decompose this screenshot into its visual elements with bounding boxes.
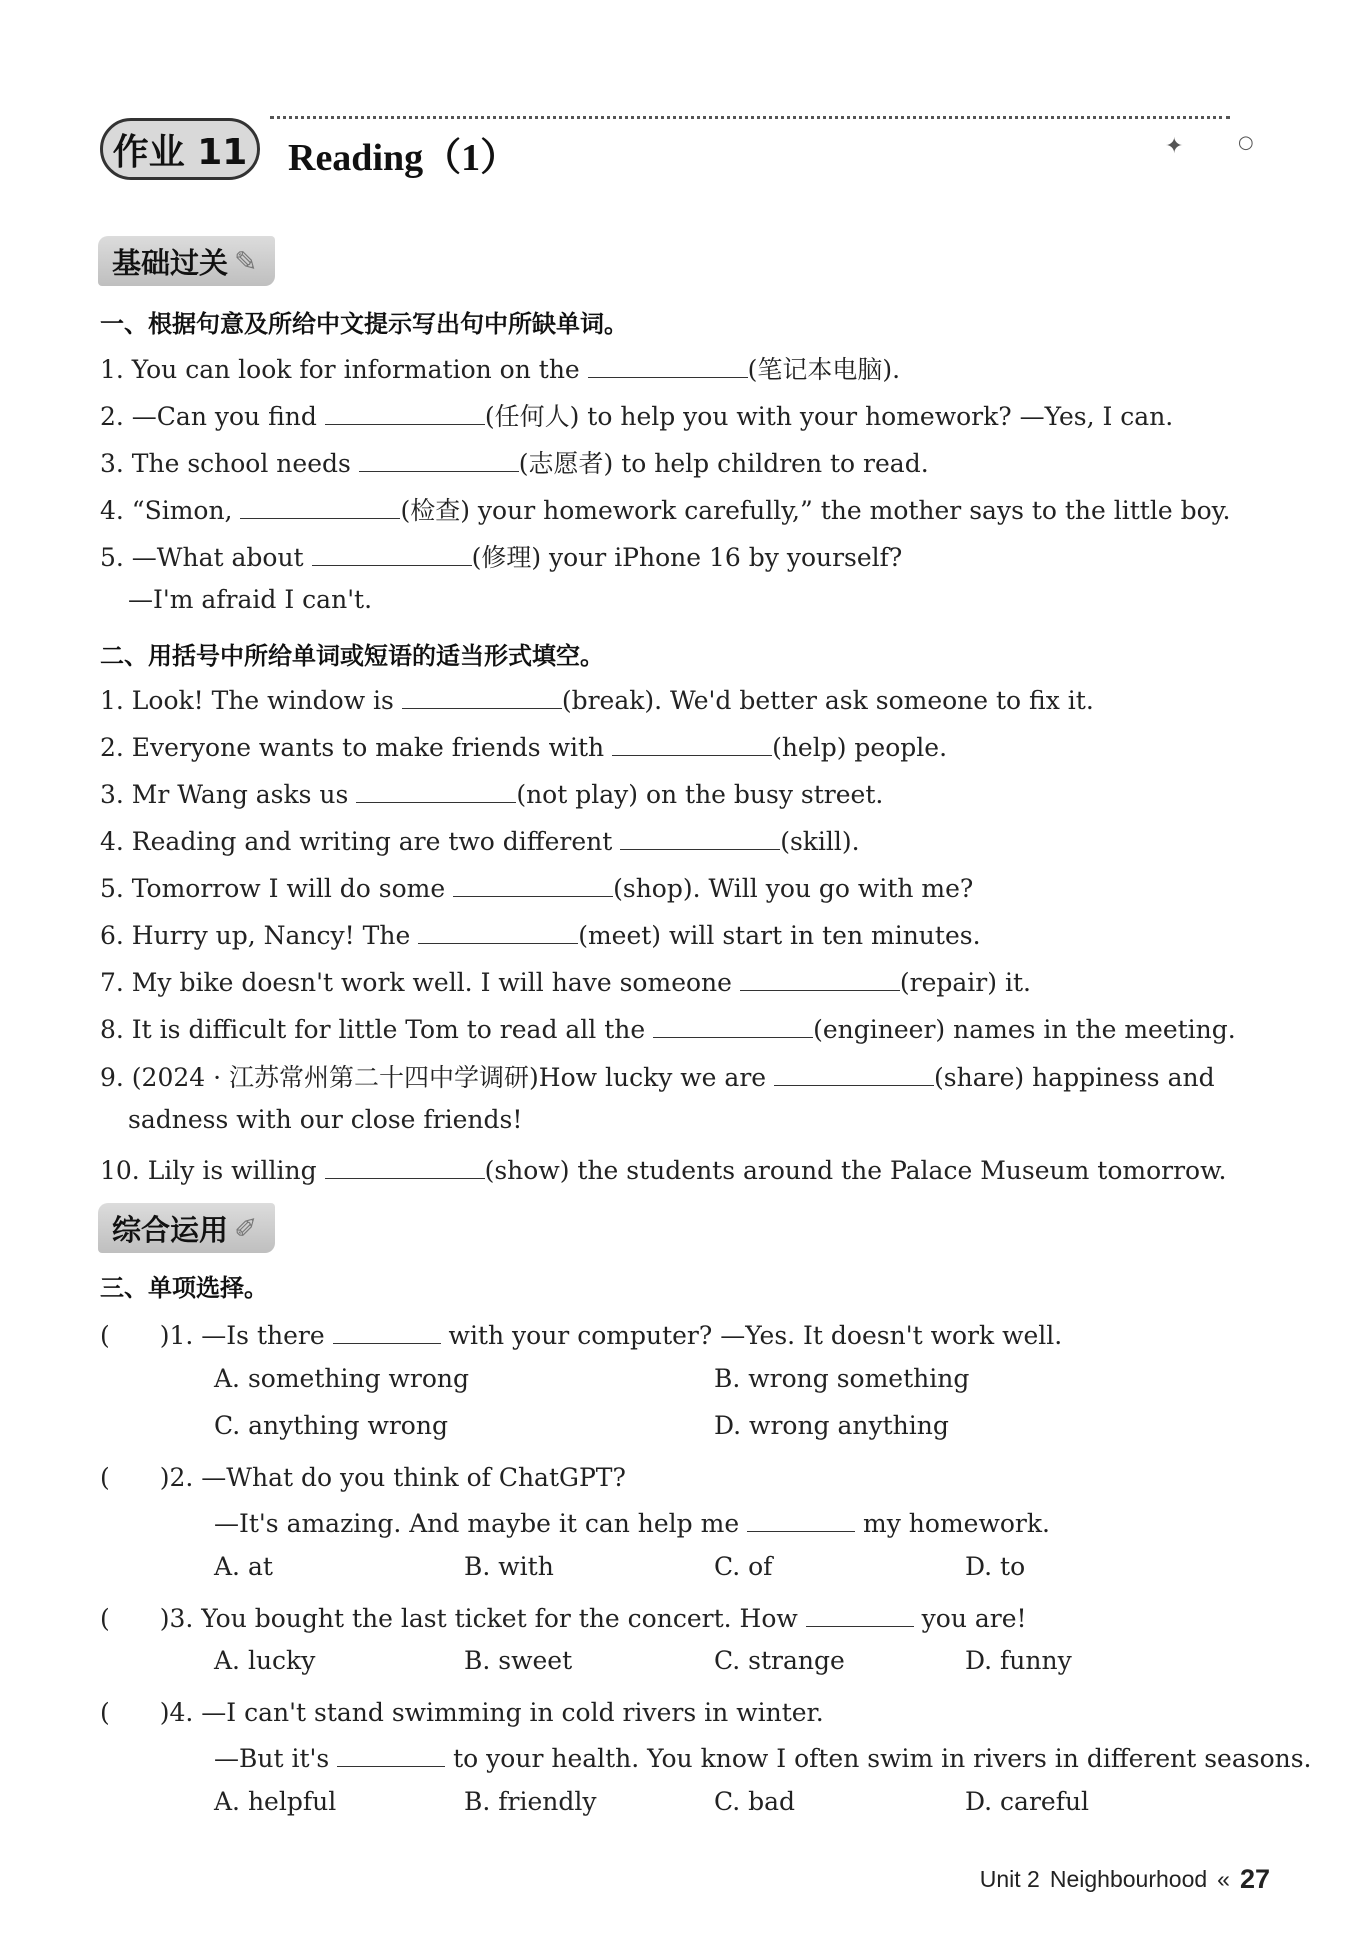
part2-item-1 (100, 682, 1094, 715)
option-b[interactable]: B. wrong something (714, 1364, 970, 1393)
part2-item-9 (100, 1058, 1215, 1094)
part2-item-5 (100, 870, 973, 903)
part1-heading: 一、根据句意及所给中文提示写出句中所缺单词。 (100, 310, 628, 338)
part1-item-4 (100, 491, 1230, 527)
item-text: 3. The school needs (100, 449, 359, 478)
part2-item-8 (100, 1011, 1236, 1044)
option-a[interactable]: A. at (214, 1552, 273, 1581)
answer-blank[interactable] (325, 1152, 485, 1179)
answer-blank[interactable] (325, 398, 485, 425)
footer-unit: Unit 2 (979, 1866, 1040, 1892)
part1-item-5 (100, 538, 902, 574)
part2-item-3 (100, 776, 883, 809)
answer-blank[interactable] (588, 351, 748, 378)
question-text: ( )2. —What do you think of ChatGPT? (100, 1463, 626, 1492)
answer-blank[interactable] (333, 1317, 441, 1344)
part1-item-3 (100, 444, 929, 480)
answer-blank[interactable] (337, 1740, 445, 1767)
question-text: my homework. (855, 1509, 1050, 1538)
section-tag-basic (98, 236, 275, 286)
option-a[interactable]: A. lucky (214, 1646, 316, 1675)
page-title: Reading（1） (288, 137, 519, 179)
item-text: 4. Reading and writing are two different (100, 827, 621, 856)
answer-blank[interactable] (806, 1600, 914, 1627)
option-b[interactable]: B. with (464, 1552, 554, 1581)
mc-question-2 (100, 1458, 626, 1494)
item-text: 6. Hurry up, Nancy! The (100, 921, 419, 950)
item-text: (share) happiness and (934, 1063, 1215, 1092)
answer-blank[interactable] (653, 1011, 813, 1038)
question-text: ( )1. —Is there (100, 1321, 333, 1350)
sparkle-pencil-icon: ✐ (234, 1211, 258, 1245)
mc-question-2-line2 (214, 1505, 1050, 1538)
footer-topic: Neighbourhood (1049, 1866, 1208, 1892)
circle-icon: ○ (1238, 132, 1254, 153)
mc-question-4 (100, 1693, 824, 1729)
item-text: 2. —Can you find (100, 402, 325, 431)
item-text: (engineer) names in the meeting. (813, 1015, 1236, 1044)
item-text: (检查) your homework carefully,” the mother says to the little boy. (400, 496, 1231, 525)
item-text: (help) people. (772, 733, 948, 762)
part2-item-4 (100, 823, 860, 856)
question-text: ( )3. You bought the last ticket for the concert. How (100, 1604, 806, 1633)
question-text: to your health. You know I often swim in rivers in different seasons. (445, 1744, 1312, 1773)
section-tag-label: 基础过关 (112, 245, 229, 280)
item-text: (笔记本电脑). (747, 355, 901, 384)
mc-question-4-line2 (214, 1740, 1312, 1773)
option-a[interactable]: A. helpful (214, 1787, 337, 1816)
item-text: 7. My bike doesn't work well. I will have someone (100, 968, 740, 997)
item-text: (志愿者) to help children to read. (518, 449, 929, 478)
item-text: (repair) it. (899, 968, 1031, 997)
option-d[interactable]: D. careful (965, 1787, 1090, 1816)
assignment-badge: 作业 11 (100, 118, 260, 180)
item-text: (show) the students around the Palace Museum tomorrow. (484, 1156, 1227, 1185)
part3-heading: 三、单项选择。 (100, 1274, 268, 1302)
answer-blank[interactable] (620, 823, 780, 850)
answer-blank[interactable] (356, 776, 516, 803)
answer-blank[interactable] (312, 539, 472, 566)
item-text: 5. Tomorrow I will do some (100, 874, 454, 903)
part1-item-1 (100, 350, 900, 386)
sparkle-icon: ✦ (1165, 134, 1184, 159)
part2-item-2 (100, 729, 947, 762)
mc-question-3 (100, 1599, 1027, 1635)
item-text: sadness with our close friends! (128, 1105, 523, 1134)
double-chevron-left-icon: « (1217, 1866, 1230, 1892)
answer-blank[interactable] (240, 492, 400, 519)
answer-blank[interactable] (747, 1505, 855, 1532)
question-text: —But it's (214, 1744, 338, 1773)
item-text: 9. (2024 · 江苏常州第二十四中学调研)How lucky we are (100, 1063, 775, 1092)
item-text: 1. You can look for information on the (100, 355, 588, 384)
item-text: (shop). Will you go with me? (613, 874, 974, 903)
section-tag-label: 综合运用 (112, 1212, 229, 1247)
option-c[interactable]: C. bad (714, 1787, 796, 1816)
item-text: 10. Lily is willing (100, 1156, 325, 1185)
item-text: 1. Look! The window is (100, 686, 402, 715)
page-number: 27 (1239, 1864, 1270, 1894)
mc-question-1 (100, 1316, 1062, 1352)
item-text: (修理) your iPhone 16 by yourself? (471, 543, 903, 572)
part1-item-5-reply (128, 585, 372, 614)
item-text: (skill). (780, 827, 860, 856)
option-c[interactable]: C. strange (714, 1646, 845, 1675)
answer-blank[interactable] (740, 964, 900, 991)
option-b[interactable]: B. friendly (464, 1787, 597, 1816)
item-text: 8. It is difficult for little Tom to read all the (100, 1015, 654, 1044)
item-text: (任何人) to help you with your homework? —Yes, I can. (484, 402, 1174, 431)
option-d[interactable]: D. wrong anything (714, 1411, 949, 1440)
answer-blank[interactable] (418, 917, 578, 944)
option-d[interactable]: D. funny (965, 1646, 1072, 1675)
answer-blank[interactable] (612, 729, 772, 756)
option-c[interactable]: C. of (714, 1552, 773, 1581)
item-text: (meet) will start in ten minutes. (578, 921, 981, 950)
question-text: ( )4. —I can't stand swimming in cold rivers in winter. (100, 1698, 824, 1727)
option-d[interactable]: D. to (965, 1552, 1026, 1581)
part2-item-7 (100, 964, 1031, 997)
answer-blank[interactable] (774, 1059, 934, 1086)
part2-item-10 (100, 1152, 1226, 1185)
part2-item-9-cont (128, 1105, 522, 1134)
item-text: (not play) on the busy street. (516, 780, 884, 809)
option-a[interactable]: A. something wrong (214, 1364, 470, 1393)
item-text: (break). We'd better ask someone to fix it. (561, 686, 1094, 715)
page-footer (980, 1864, 1270, 1895)
option-b[interactable]: B. sweet (464, 1646, 573, 1675)
answer-blank[interactable] (359, 445, 519, 472)
answer-blank[interactable] (402, 682, 562, 709)
answer-blank[interactable] (453, 870, 613, 897)
part2-heading: 二、用括号中所给单词或短语的适当形式填空。 (100, 642, 604, 670)
item-text: —I'm afraid I can't. (128, 585, 373, 614)
item-text: 5. —What about (100, 543, 312, 572)
item-text: 3. Mr Wang asks us (100, 780, 357, 809)
question-text: you are! (913, 1604, 1027, 1633)
pencil-icon: ✎ (234, 244, 258, 278)
question-text: with your computer? —Yes. It doesn't work well. (440, 1321, 1063, 1350)
item-text: 4. “Simon, (100, 496, 241, 525)
part2-item-6 (100, 917, 981, 950)
section-tag-applied (98, 1203, 275, 1253)
option-c[interactable]: C. anything wrong (214, 1411, 448, 1440)
question-text: —It's amazing. And maybe it can help me (214, 1509, 748, 1538)
item-text: 2. Everyone wants to make friends with (100, 733, 613, 762)
part1-item-2 (100, 397, 1173, 433)
